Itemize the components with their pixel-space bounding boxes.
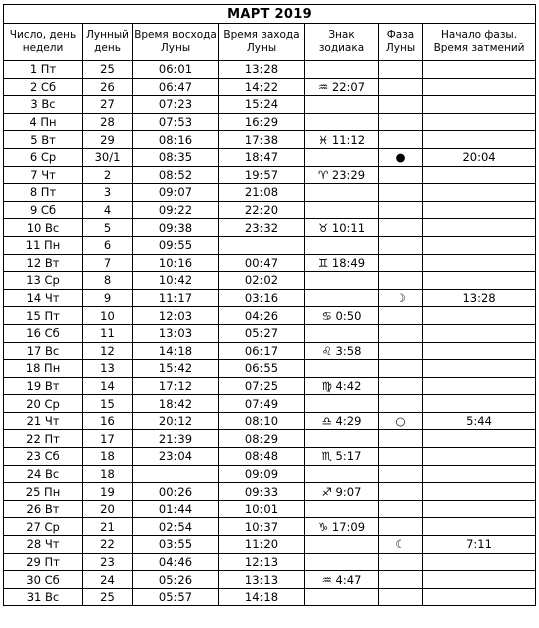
cell-phase-icon: ☽	[379, 289, 423, 307]
cell-zodiac	[305, 272, 379, 290]
cell-lunar-day: 22	[83, 536, 133, 554]
cell-lunar-day: 9	[83, 289, 133, 307]
table-row	[4, 324, 536, 342]
cell-phase-time	[423, 430, 536, 448]
cell-zodiac	[305, 430, 379, 448]
cell-lunar-day: 2	[83, 166, 133, 184]
cell-moonrise: 10:16	[133, 254, 219, 272]
table-row	[4, 289, 536, 307]
cell-lunar-day: 13	[83, 360, 133, 378]
cell-moonset: 00:47	[219, 254, 305, 272]
table-row	[4, 272, 536, 290]
cell-phase-icon	[379, 553, 423, 571]
table-row	[4, 113, 536, 131]
table-row	[4, 148, 536, 166]
table-row	[4, 448, 536, 466]
cell-date: 12 Вт	[4, 254, 83, 272]
cell-lunar-day: 4	[83, 201, 133, 219]
cell-lunar-day: 25	[83, 61, 133, 79]
cell-zodiac	[305, 536, 379, 554]
cell-moonset: 18:47	[219, 148, 305, 166]
cell-phase-time	[423, 184, 536, 202]
cell-zodiac	[305, 500, 379, 518]
cell-phase-icon	[379, 500, 423, 518]
cell-phase-icon	[379, 61, 423, 79]
cell-moonset: 06:55	[219, 360, 305, 378]
cell-phase-time	[423, 78, 536, 96]
cell-phase-time	[423, 377, 536, 395]
cell-moonrise: 13:03	[133, 324, 219, 342]
col-header-zodiac: Знак зодиака	[305, 24, 379, 61]
cell-lunar-day: 20	[83, 500, 133, 518]
cell-date: 31 Вс	[4, 588, 83, 606]
cell-phase-icon	[379, 448, 423, 466]
cell-zodiac: ♎ 4:29	[305, 412, 379, 430]
table-row	[4, 412, 536, 430]
cell-moonrise: 11:17	[133, 289, 219, 307]
cell-zodiac: ♈ 23:29	[305, 166, 379, 184]
cell-moonrise: 21:39	[133, 430, 219, 448]
cell-moonrise: 09:07	[133, 184, 219, 202]
cell-date: 28 Чт	[4, 536, 83, 554]
cell-date: 17 Вс	[4, 342, 83, 360]
cell-phase-time	[423, 307, 536, 325]
cell-moonrise: 00:26	[133, 483, 219, 501]
cell-zodiac: ♊ 18:49	[305, 254, 379, 272]
cell-moonset: 02:02	[219, 272, 305, 290]
cell-lunar-day: 3	[83, 184, 133, 202]
cell-lunar-day: 18	[83, 465, 133, 483]
cell-moonrise: 07:53	[133, 113, 219, 131]
table-row	[4, 588, 536, 606]
cell-phase-time	[423, 324, 536, 342]
cell-lunar-day: 29	[83, 131, 133, 149]
cell-phase-icon	[379, 113, 423, 131]
cell-moonset: 07:25	[219, 377, 305, 395]
cell-moonrise: 01:44	[133, 500, 219, 518]
cell-date: 26 Вт	[4, 500, 83, 518]
cell-zodiac	[305, 201, 379, 219]
cell-moonset: 08:10	[219, 412, 305, 430]
cell-lunar-day: 21	[83, 518, 133, 536]
table-row	[4, 307, 536, 325]
cell-date: 25 Пн	[4, 483, 83, 501]
col-header-moonset: Время захода Луны	[219, 24, 305, 61]
cell-zodiac	[305, 184, 379, 202]
table-row	[4, 483, 536, 501]
cell-date: 23 Сб	[4, 448, 83, 466]
table-row	[4, 219, 536, 237]
cell-zodiac: ♌ 3:58	[305, 342, 379, 360]
cell-phase-icon	[379, 78, 423, 96]
cell-lunar-day: 7	[83, 254, 133, 272]
cell-zodiac	[305, 236, 379, 254]
cell-phase-icon	[379, 430, 423, 448]
cell-moonset: 16:29	[219, 113, 305, 131]
cell-date: 15 Пт	[4, 307, 83, 325]
cell-date: 18 Пн	[4, 360, 83, 378]
cell-date: 13 Ср	[4, 272, 83, 290]
header-row	[4, 24, 536, 61]
cell-phase-icon	[379, 131, 423, 149]
cell-phase-time: 7:11	[423, 536, 536, 554]
cell-phase-time	[423, 483, 536, 501]
cell-moonset: 08:29	[219, 430, 305, 448]
cell-lunar-day: 10	[83, 307, 133, 325]
cell-moonset: 07:49	[219, 395, 305, 413]
table-row	[4, 465, 536, 483]
cell-phase-icon	[379, 588, 423, 606]
table-row	[4, 166, 536, 184]
cell-phase-time	[423, 131, 536, 149]
cell-lunar-day: 8	[83, 272, 133, 290]
cell-moonset: 10:01	[219, 500, 305, 518]
cell-phase-icon	[379, 307, 423, 325]
cell-moonrise: 08:52	[133, 166, 219, 184]
cell-moonset: 17:38	[219, 131, 305, 149]
cell-phase-time	[423, 272, 536, 290]
col-header-phase-time: Начало фазы. Время затмений	[423, 24, 536, 61]
cell-lunar-day: 27	[83, 96, 133, 114]
cell-lunar-day: 14	[83, 377, 133, 395]
cell-date: 10 Вс	[4, 219, 83, 237]
cell-moonrise: 03:55	[133, 536, 219, 554]
cell-date: 22 Пт	[4, 430, 83, 448]
cell-zodiac	[305, 465, 379, 483]
cell-date: 27 Ср	[4, 518, 83, 536]
cell-phase-time	[423, 571, 536, 589]
cell-phase-time	[423, 96, 536, 114]
table-row	[4, 236, 536, 254]
table-row	[4, 61, 536, 79]
cell-moonrise: 09:38	[133, 219, 219, 237]
cell-moonrise: 05:26	[133, 571, 219, 589]
cell-phase-icon	[379, 465, 423, 483]
cell-phase-time	[423, 360, 536, 378]
cell-date: 24 Вс	[4, 465, 83, 483]
cell-phase-time	[423, 500, 536, 518]
cell-zodiac	[305, 588, 379, 606]
cell-phase-time	[423, 113, 536, 131]
cell-zodiac: ♉ 10:11	[305, 219, 379, 237]
cell-moonrise: 15:42	[133, 360, 219, 378]
cell-moonrise: 09:22	[133, 201, 219, 219]
cell-phase-time	[423, 201, 536, 219]
cell-lunar-day: 23	[83, 553, 133, 571]
cell-moonrise: 20:12	[133, 412, 219, 430]
cell-lunar-day: 12	[83, 342, 133, 360]
cell-phase-time	[423, 254, 536, 272]
table-row	[4, 201, 536, 219]
cell-phase-time	[423, 236, 536, 254]
cell-zodiac	[305, 553, 379, 571]
cell-moonset	[219, 236, 305, 254]
cell-phase-icon	[379, 518, 423, 536]
cell-moonset: 11:20	[219, 536, 305, 554]
cell-moonrise: 07:23	[133, 96, 219, 114]
cell-phase-time: 5:44	[423, 412, 536, 430]
cell-moonset: 09:33	[219, 483, 305, 501]
cell-phase-time	[423, 518, 536, 536]
cell-phase-time	[423, 465, 536, 483]
cell-moonset: 12:13	[219, 553, 305, 571]
cell-zodiac: ♋ 0:50	[305, 307, 379, 325]
cell-moonset: 13:13	[219, 571, 305, 589]
cell-phase-icon	[379, 166, 423, 184]
cell-moonset: 23:32	[219, 219, 305, 237]
cell-moonset: 05:27	[219, 324, 305, 342]
cell-moonrise: 23:04	[133, 448, 219, 466]
cell-moonset: 13:28	[219, 61, 305, 79]
cell-moonset: 15:24	[219, 96, 305, 114]
cell-lunar-day: 17	[83, 430, 133, 448]
cell-moonset: 04:26	[219, 307, 305, 325]
cell-phase-icon: ☾	[379, 536, 423, 554]
cell-zodiac	[305, 96, 379, 114]
cell-date: 9 Сб	[4, 201, 83, 219]
table-row	[4, 553, 536, 571]
cell-moonrise: 09:55	[133, 236, 219, 254]
table-row	[4, 184, 536, 202]
cell-date: 11 Пн	[4, 236, 83, 254]
cell-date: 7 Чт	[4, 166, 83, 184]
cell-phase-icon	[379, 360, 423, 378]
cell-date: 14 Чт	[4, 289, 83, 307]
cell-date: 3 Вс	[4, 96, 83, 114]
cell-moonset: 08:48	[219, 448, 305, 466]
cell-date: 19 Вт	[4, 377, 83, 395]
cell-moonrise: 12:03	[133, 307, 219, 325]
col-header-phase: Фаза Луны	[379, 24, 423, 61]
cell-date: 5 Вт	[4, 131, 83, 149]
cell-moonrise: 10:42	[133, 272, 219, 290]
table-row	[4, 360, 536, 378]
cell-lunar-day: 19	[83, 483, 133, 501]
cell-zodiac	[305, 148, 379, 166]
cell-zodiac: ♏ 5:17	[305, 448, 379, 466]
cell-phase-icon	[379, 219, 423, 237]
cell-phase-time	[423, 61, 536, 79]
table-row	[4, 430, 536, 448]
cell-moonrise: 14:18	[133, 342, 219, 360]
table-row	[4, 536, 536, 554]
cell-moonrise: 08:16	[133, 131, 219, 149]
cell-date: 1 Пт	[4, 61, 83, 79]
table-row	[4, 518, 536, 536]
cell-phase-icon	[379, 201, 423, 219]
cell-moonrise: 06:01	[133, 61, 219, 79]
table-row	[4, 96, 536, 114]
table-row	[4, 254, 536, 272]
cell-moonset: 22:20	[219, 201, 305, 219]
cell-lunar-day: 28	[83, 113, 133, 131]
cell-date: 30 Сб	[4, 571, 83, 589]
cell-phase-icon	[379, 395, 423, 413]
cell-zodiac	[305, 61, 379, 79]
cell-moonset: 10:37	[219, 518, 305, 536]
cell-phase-icon: ○	[379, 412, 423, 430]
table-row	[4, 500, 536, 518]
cell-date: 20 Ср	[4, 395, 83, 413]
cell-moonrise: 02:54	[133, 518, 219, 536]
cell-date: 21 Чт	[4, 412, 83, 430]
cell-phase-time	[423, 553, 536, 571]
cell-phase-icon	[379, 342, 423, 360]
cell-zodiac	[305, 395, 379, 413]
col-header-lunar-day: Лунный день	[83, 24, 133, 61]
cell-moonrise	[133, 465, 219, 483]
cell-moonset: 06:17	[219, 342, 305, 360]
cell-phase-time	[423, 166, 536, 184]
cell-zodiac	[305, 289, 379, 307]
cell-zodiac: ♓ 11:12	[305, 131, 379, 149]
cell-date: 4 Пн	[4, 113, 83, 131]
cell-moonrise: 08:35	[133, 148, 219, 166]
cell-moonrise: 06:47	[133, 78, 219, 96]
col-header-date: Число, день недели	[4, 24, 83, 61]
cell-moonrise: 05:57	[133, 588, 219, 606]
lunar-calendar	[3, 4, 535, 606]
cell-moonset: 19:57	[219, 166, 305, 184]
cell-phase-icon	[379, 236, 423, 254]
table-row	[4, 131, 536, 149]
cell-date: 8 Пт	[4, 184, 83, 202]
cell-zodiac: ♒ 4:47	[305, 571, 379, 589]
table-row	[4, 377, 536, 395]
cell-moonset: 14:18	[219, 588, 305, 606]
cell-lunar-day: 25	[83, 588, 133, 606]
table-row	[4, 78, 536, 96]
cell-phase-time	[423, 342, 536, 360]
cell-date: 6 Ср	[4, 148, 83, 166]
cell-date: 2 Сб	[4, 78, 83, 96]
table-row	[4, 571, 536, 589]
cell-moonset: 03:16	[219, 289, 305, 307]
cell-phase-icon	[379, 272, 423, 290]
cell-phase-icon	[379, 184, 423, 202]
cell-moonrise: 18:42	[133, 395, 219, 413]
cell-moonset: 21:08	[219, 184, 305, 202]
cell-zodiac	[305, 360, 379, 378]
table-row	[4, 342, 536, 360]
cell-phase-time	[423, 448, 536, 466]
lunar-calendar-table	[3, 4, 536, 606]
cell-phase-icon	[379, 483, 423, 501]
cell-phase-icon	[379, 571, 423, 589]
cell-lunar-day: 18	[83, 448, 133, 466]
cell-zodiac	[305, 324, 379, 342]
cell-lunar-day: 26	[83, 78, 133, 96]
cell-zodiac: ♐ 9:07	[305, 483, 379, 501]
table-row	[4, 395, 536, 413]
cell-lunar-day: 15	[83, 395, 133, 413]
cell-phase-icon: ●	[379, 148, 423, 166]
cell-phase-time	[423, 219, 536, 237]
cell-phase-icon	[379, 96, 423, 114]
cell-lunar-day: 11	[83, 324, 133, 342]
cell-moonset: 14:22	[219, 78, 305, 96]
cell-phase-icon	[379, 254, 423, 272]
cell-moonrise: 04:46	[133, 553, 219, 571]
table-title: МАРТ 2019	[4, 5, 536, 24]
cell-moonset: 09:09	[219, 465, 305, 483]
cell-zodiac: ♍ 4:42	[305, 377, 379, 395]
cell-phase-time	[423, 395, 536, 413]
cell-zodiac: ♑ 17:09	[305, 518, 379, 536]
cell-lunar-day: 5	[83, 219, 133, 237]
cell-phase-time: 13:28	[423, 289, 536, 307]
cell-phase-time	[423, 588, 536, 606]
cell-lunar-day: 6	[83, 236, 133, 254]
cell-phase-icon	[379, 377, 423, 395]
cell-zodiac: ♒ 22:07	[305, 78, 379, 96]
col-header-moonrise: Время восхода Луны	[133, 24, 219, 61]
cell-moonrise: 17:12	[133, 377, 219, 395]
cell-lunar-day: 24	[83, 571, 133, 589]
cell-date: 29 Пт	[4, 553, 83, 571]
cell-phase-icon	[379, 324, 423, 342]
cell-lunar-day: 16	[83, 412, 133, 430]
cell-date: 16 Сб	[4, 324, 83, 342]
cell-zodiac	[305, 113, 379, 131]
cell-lunar-day: 30/1	[83, 148, 133, 166]
cell-phase-time: 20:04	[423, 148, 536, 166]
